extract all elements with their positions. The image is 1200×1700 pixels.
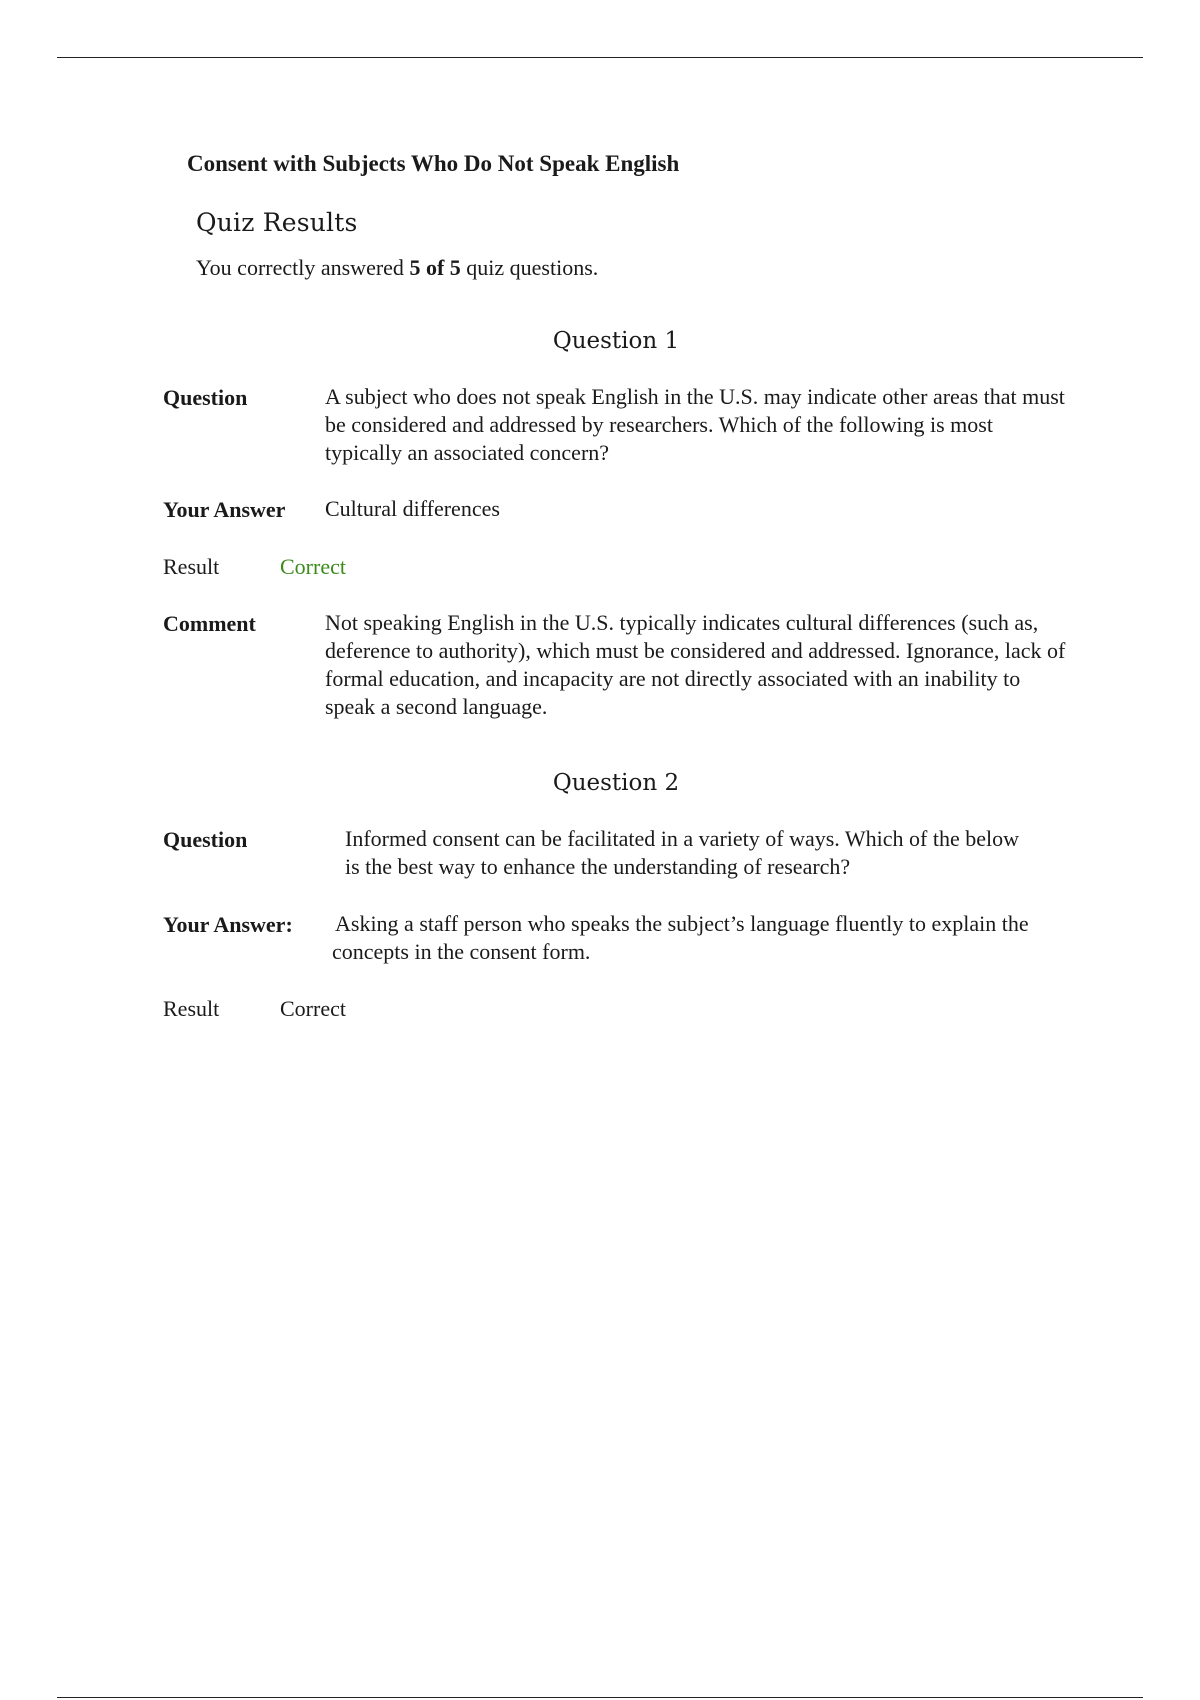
question-2-answer-text: Asking a staff person who speaks the subject’s language fluently to explain the concepts in the consent form. xyxy=(332,911,1029,964)
question-2-answer-label: Your Answer: xyxy=(163,912,293,937)
question-1-comment-text: Not speaking English in the U.S. typically indicates cultural differences (such as, deference to authority), which must be considered and addressed. Ignorance, lack of formal education, and incapacity are not directly associated with an inability to speak a second language. xyxy=(325,610,1066,719)
question-1-result-label: Result xyxy=(163,554,220,579)
quiz-results-heading: Quiz Results xyxy=(196,208,358,237)
document-title: Consent with Subjects Who Do Not Speak English xyxy=(187,151,680,176)
question-2-question-label: Question xyxy=(163,827,248,852)
question-1-heading: Question 1 xyxy=(552,328,680,354)
question-1-comment-label: Comment xyxy=(163,611,256,636)
top-rule xyxy=(57,57,1143,58)
question-2-result-label: Result xyxy=(163,996,220,1021)
question-1-question-text: A subject who does not speak English in the U.S. may indicate other areas that must be considered and addressed by researchers. Which of the following is most typically an associated concern? xyxy=(325,384,1065,465)
question-1-answer-text: Cultural differences xyxy=(325,496,500,521)
question-2-heading: Question 2 xyxy=(552,770,680,796)
score-value: 5 of 5 xyxy=(409,255,461,280)
score-summary xyxy=(196,255,598,281)
question-2-result-value: Correct xyxy=(280,996,346,1021)
bottom-rule xyxy=(57,1697,1143,1698)
score-prefix: You correctly answered xyxy=(196,255,410,280)
question-1-question-label: Question xyxy=(163,385,248,410)
question-1-result-value: Correct xyxy=(280,554,346,579)
score-suffix: quiz questions. xyxy=(460,255,599,280)
question-2-question-text: Informed consent can be facilitated in a variety of ways. Which of the below is the best way to enhance the understanding of research? xyxy=(345,826,1020,879)
question-1-answer-label: Your Answer xyxy=(163,497,286,522)
